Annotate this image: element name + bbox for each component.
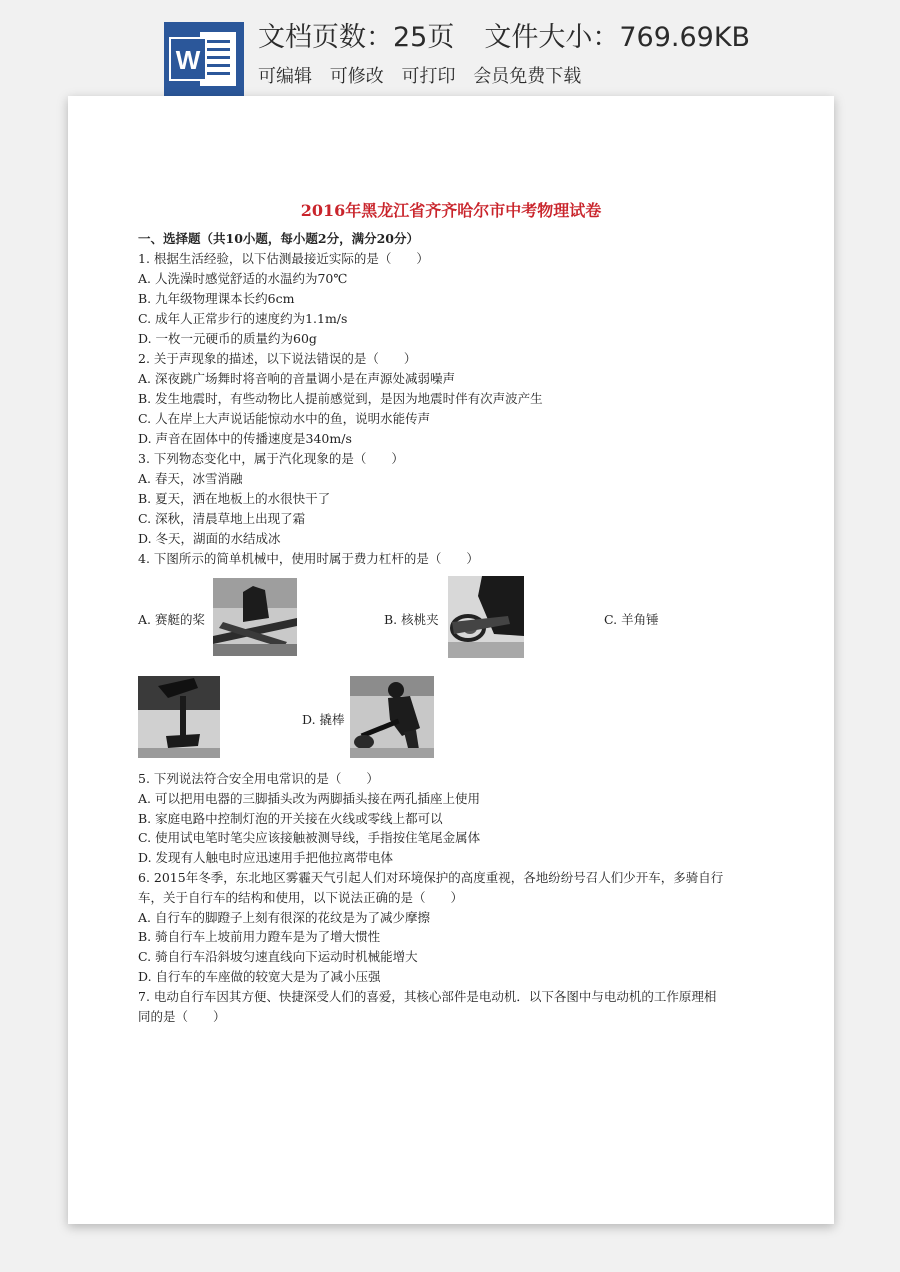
question-line: A. 人洗澡时感觉舒适的水温约为70℃: [138, 271, 348, 286]
question-line: D. 冬天，湖面的水结成冰: [138, 531, 281, 546]
question-line: B. 家庭电路中控制灯泡的开关接在火线或零线上都可以: [138, 810, 443, 826]
question-line: 车，关于自行车的结构和使用，以下说法正确的是（ ）: [138, 889, 464, 905]
question-line: 2. 关于声现象的描述，以下说法错误的是（ ）: [138, 351, 417, 366]
question-line: 5. 下列说法符合安全用电常识的是（ ）: [138, 771, 379, 786]
question-line: B. 夏天，洒在地板上的水很快干了: [138, 491, 331, 506]
claw-hammer-photo: [138, 676, 220, 758]
question-line: D. 发现有人触电时应迅速用手把他拉离带电体: [138, 850, 394, 866]
question-line: C. 使用试电笔时笔尖应该接触被测导线，手指按住笔尾金属体: [138, 830, 481, 846]
word-file-icon: [164, 22, 244, 96]
document-meta: [258, 20, 750, 88]
svg-text:W: W: [175, 45, 201, 75]
document-page: [68, 96, 834, 1224]
rowing-oar-photo: [213, 578, 297, 656]
nutcracker-photo: [448, 576, 524, 658]
question-line: 同的是（ ）: [138, 1008, 226, 1024]
question-line: 3. 下列物态变化中，属于汽化现象的是（ ）: [138, 451, 404, 466]
question-line: 7. 电动自行车因其方便、快捷深受人们的喜爱，其核心部件是电动机．以下各图中与电动机的工作原理相: [138, 988, 717, 1004]
question-line: A. 自行车的脚蹬子上刻有很深的花纹是为了减少摩擦: [138, 909, 430, 925]
question-line: C. 人在岸上大声说话能惊动水中的鱼，说明水能传声: [138, 411, 431, 426]
page-title: 2016年黑龙江省齐齐哈尔市中考物理试卷: [300, 201, 602, 220]
question-line: D. 一枚一元硬币的质量约为60g: [138, 331, 317, 346]
figure-label-c: C. 羊角锤: [604, 612, 659, 627]
section-heading: 一、选择题（共10小题，每小题2分，满分20分）: [138, 231, 419, 246]
question-line: C. 成年人正常步行的速度约为1.1m/s: [138, 311, 348, 326]
question-line: 1. 根据生活经验，以下估测最接近实际的是（ ）: [138, 251, 429, 266]
page-count: 文档页数：25页: [258, 22, 455, 53]
question-line: C. 深秋，清晨草地上出现了霜: [138, 511, 306, 526]
question-line: 4. 下图所示的简单机械中，使用时属于费力杠杆的是（ ）: [138, 551, 479, 566]
question-line: D. 自行车的车座做的较宽大是为了减小压强: [138, 969, 381, 984]
figure-label-a: A. 赛艇的桨: [138, 612, 205, 627]
crowbar-photo: [350, 676, 434, 758]
file-size: 文件大小：769.69KB: [484, 22, 751, 53]
feature-member-download: 会员免费下载: [473, 66, 582, 87]
figure-label-b: B. 核桃夹: [384, 612, 439, 627]
question-line: 6. 2015年冬季，东北地区雾霾天气引起人们对环境保护的高度重视，各地纷纷号召人们少开车，多骑自行: [138, 870, 724, 885]
question-line: A. 春天，冰雪消融: [138, 471, 243, 486]
question-line: C. 骑自行车沿斜坡匀速直线向下运动时机械能增大: [138, 949, 418, 965]
question-line: B. 骑自行车上坡前用力蹬车是为了增大惯性: [138, 929, 381, 945]
question-line: A. 可以把用电器的三脚插头改为两脚插头接在两孔插座上使用: [138, 790, 480, 806]
question-line: B. 九年级物理课本长约6cm: [138, 291, 295, 306]
feature-editable: 可编辑: [258, 66, 312, 87]
feature-modifiable: 可修改: [329, 66, 384, 87]
question-line: A. 深夜跳广场舞时将音响的音量调小是在声源处减弱噪声: [138, 371, 455, 386]
question-line: D. 声音在固体中的传播速度是340m/s: [138, 431, 352, 446]
feature-printable: 可打印: [401, 66, 456, 87]
figure-label-d: D. 撬棒: [302, 712, 345, 727]
question-line: B. 发生地震时，有些动物比人提前感觉到，是因为地震时伴有次声波产生: [138, 391, 543, 406]
